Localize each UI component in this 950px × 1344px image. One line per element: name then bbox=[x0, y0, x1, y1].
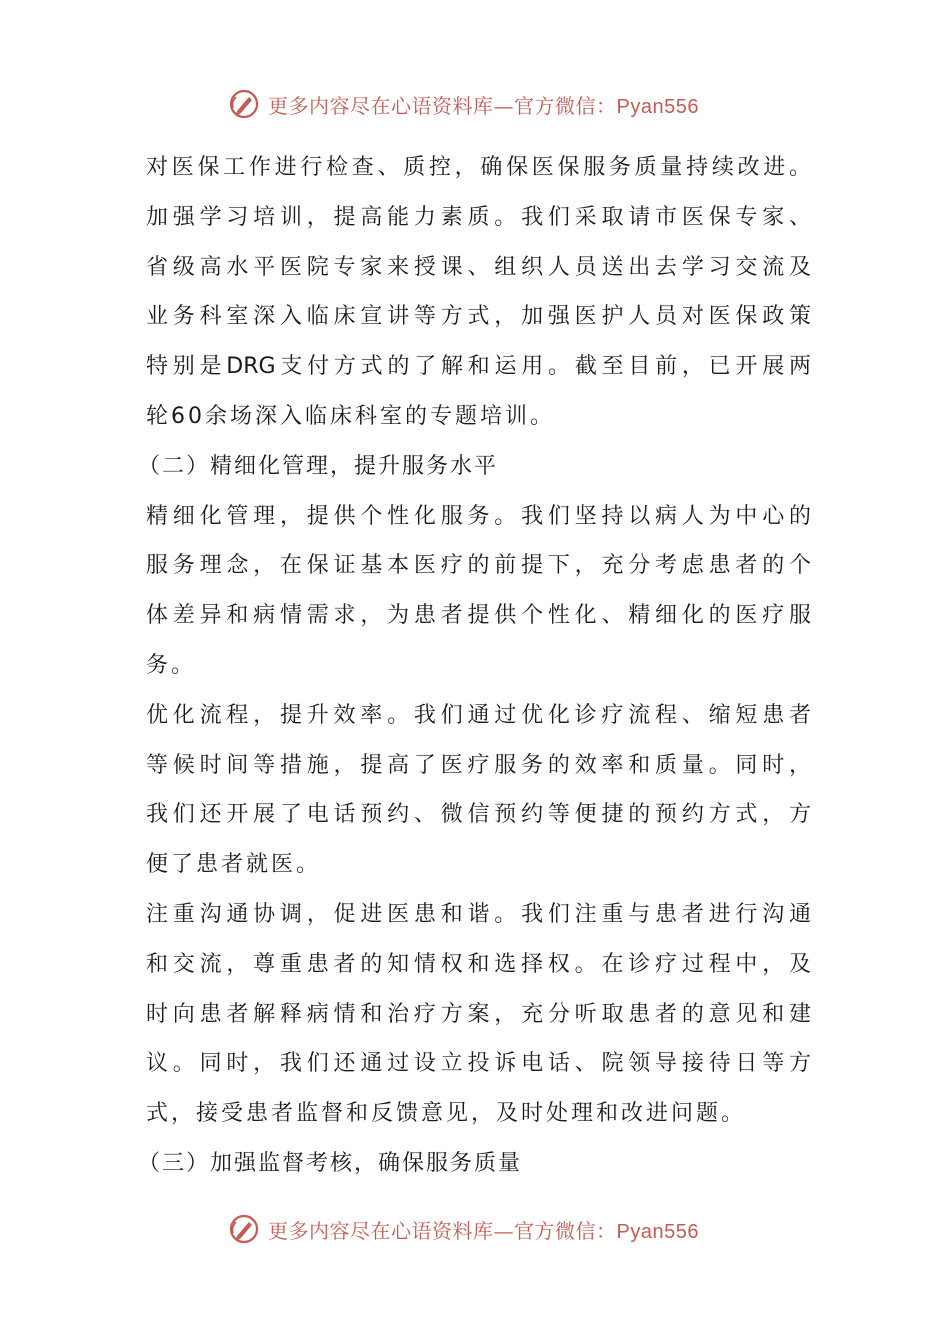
paragraph-line: 注重沟通协调，促进医患和谐。我们注重与患者进行沟通 bbox=[146, 901, 811, 927]
header-watermark bbox=[228, 86, 699, 122]
paragraph-line: 轮60余场深入临床科室的专题培训。 bbox=[146, 403, 555, 429]
paragraph-line: 务。 bbox=[146, 652, 197, 678]
body-text bbox=[138, 143, 811, 1189]
pen-stamp-icon bbox=[228, 88, 260, 120]
paragraph-line: 业务科室深入临床宣讲等方式，加强医护人员对医保政策 bbox=[146, 304, 811, 330]
paragraph-line: 议。同时，我们还通过设立投诉电话、院领导接待日等方 bbox=[146, 1051, 811, 1077]
pen-stamp-icon bbox=[228, 1213, 260, 1245]
paragraph-line: 时向患者解释病情和治疗方案，充分听取患者的意见和建 bbox=[146, 1001, 811, 1027]
paragraph-line: 和交流，尊重患者的知情权和选择权。在诊疗过程中，及 bbox=[146, 951, 811, 977]
footer-watermark bbox=[228, 1211, 699, 1247]
paragraph-line: 便了患者就医。 bbox=[146, 852, 322, 878]
section-heading: （三）加强监督考核，确保服务质量 bbox=[138, 1150, 523, 1176]
section-heading: （二）精细化管理，提升服务水平 bbox=[138, 453, 499, 479]
wechat-id: Pyan556 bbox=[616, 1220, 699, 1243]
paragraph-line: 服务理念，在保证基本医疗的前提下，充分考虑患者的个 bbox=[146, 553, 811, 579]
paragraph-line: 省级高水平医院专家来授课、组织人员送出去学习交流及 bbox=[146, 254, 811, 280]
wechat-id: Pyan556 bbox=[616, 95, 699, 118]
paragraph-line: 对医保工作进行检查、质控，确保医保服务质量持续改进。 bbox=[146, 155, 811, 180]
paragraph-line: 我们还开展了电话预约、微信预约等便捷的预约方式，方 bbox=[146, 802, 811, 828]
paragraph-line: 等候时间等措施，提高了医疗服务的效率和质量。同时， bbox=[146, 752, 811, 778]
paragraph-line: 优化流程，提升效率。我们通过优化诊疗流程、缩短患者 bbox=[146, 702, 811, 728]
paragraph-line: 精细化管理，提供个性化服务。我们坚持以病人为中心的 bbox=[146, 503, 811, 529]
paragraph-line: 特别是DRG支付方式的了解和运用。截至目前，已开展两 bbox=[146, 354, 811, 380]
paragraph-line: 式，接受患者监督和反馈意见，及时处理和改进问题。 bbox=[146, 1101, 747, 1127]
paragraph-line: 加强学习培训，提高能力素质。我们采取请市医保专家、 bbox=[146, 204, 811, 230]
watermark-text: 更多内容尽在心语资料库—官方微信： bbox=[268, 93, 617, 118]
watermark-text: 更多内容尽在心语资料库—官方微信： bbox=[268, 1218, 617, 1243]
paragraph-line: 体差异和病情需求，为患者提供个性化、精细化的医疗服 bbox=[146, 603, 811, 629]
